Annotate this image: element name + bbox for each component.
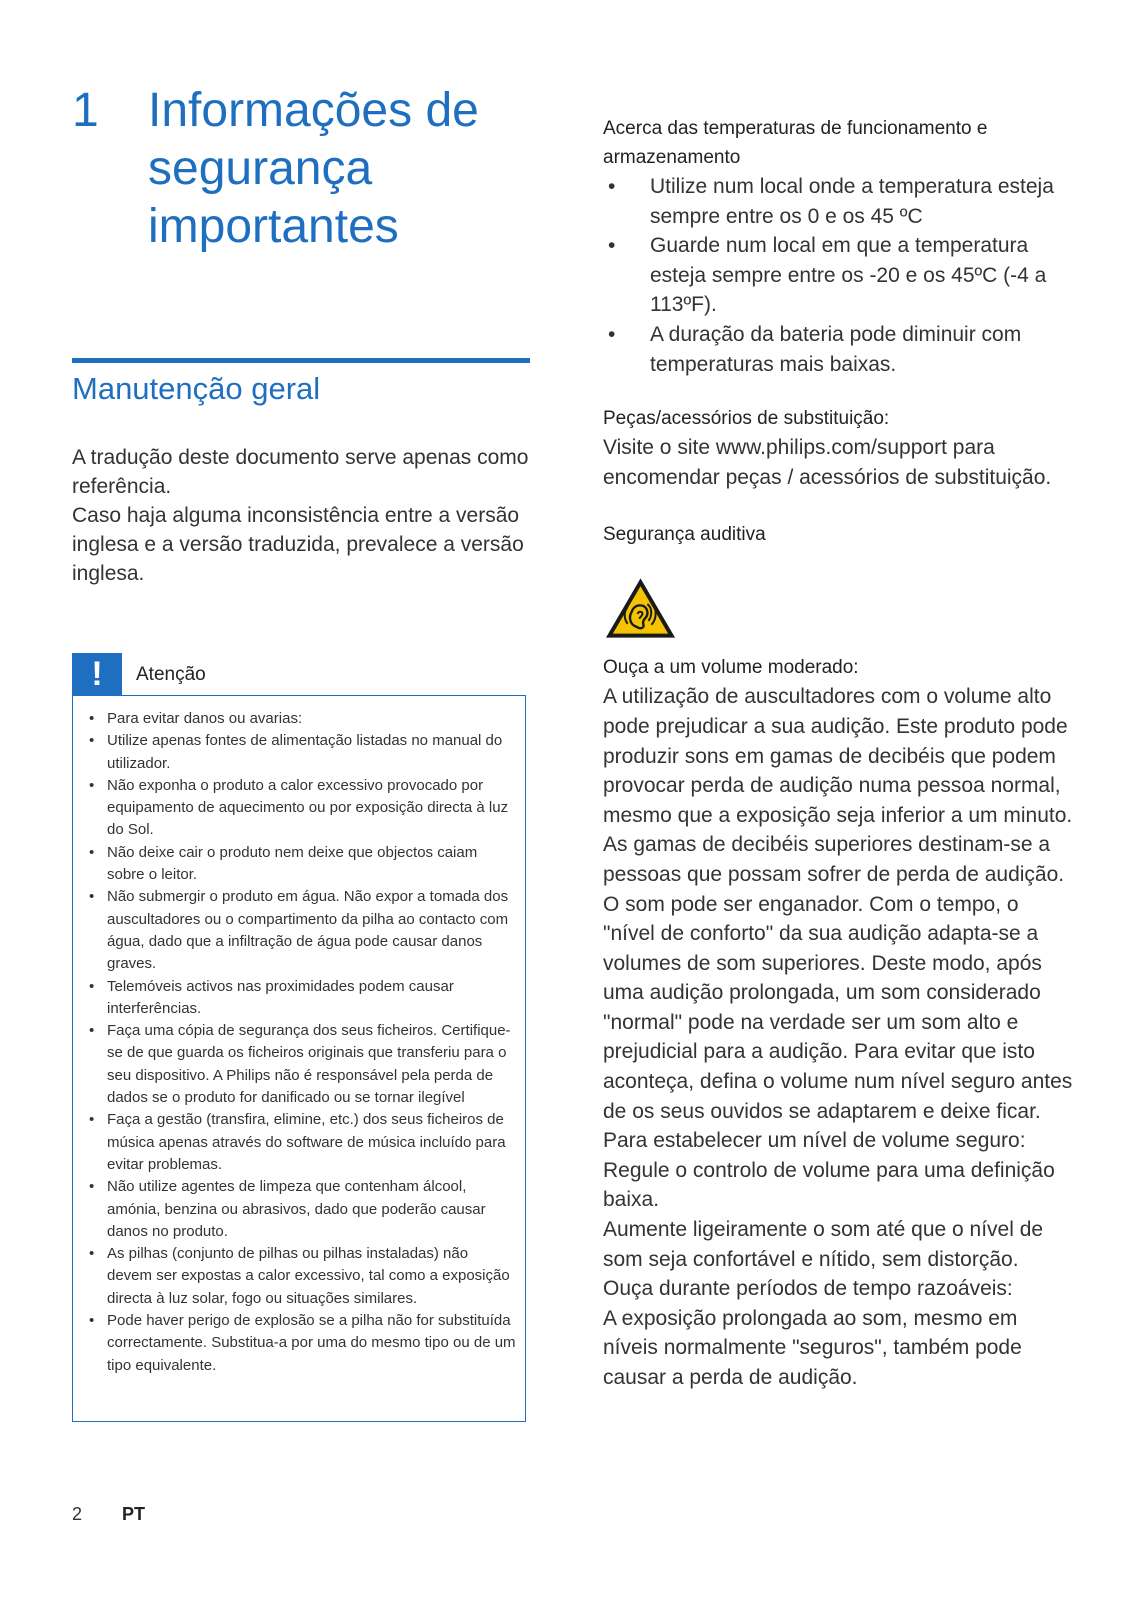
section-divider [72,358,530,363]
attention-item: • Faça a gestão (transfira, elimine, etc.) dos seus ficheiros de música apenas através do software de música incluído para evitar problemas. [85,1109,517,1176]
attention-item: • Utilize apenas fontes de alimentação listadas no manual do utilizador. [85,730,517,775]
page-number: 2 [72,1504,83,1524]
temperatures-heading: Acerca das temperaturas de funcionamento e armazenamento [603,118,988,168]
attention-item: • Não exponha o produto a calor excessivo provocado por equipamento de aquecimento ou por exposição directa à luz do Sol. [85,775,517,842]
hearing-subheading: Ouça a um volume moderado: [603,657,859,679]
hearing-paragraph: Para estabelecer um nível de volume seguro: [603,1129,1026,1153]
parts-heading: Peças/acessórios de substituição: [603,408,890,430]
section-title: Manutenção geral [72,371,321,406]
attention-item: • Telemóveis activos nas proximidades podem causar interferências. [85,976,517,1021]
hearing-paragraph: A utilização de auscultadores com o volume alto pode prejudicar a sua audição. Este produto pode produzir sons em gamas de decibéis que podem provocar perda de audição numa pessoa normal, mesmo que a exposição seja inferior a um minuto. As gamas de decibéis superiores destinam-se a pessoas que possam sofrer de perda de audição. [603,685,1073,886]
hearing-paragraph: Ouça durante períodos de tempo razoáveis: [603,1277,1013,1301]
attention-item: • Pode haver perigo de explosão se a pilha não for substituída correctamente. Substitua-a por uma do mesmo tipo ou de um tipo equivalente. [85,1310,517,1377]
section-paragraph: Caso haja alguma inconsistência entre a versão inglesa e a versão traduzida, prevalece a versão inglesa. [72,504,524,585]
temperature-item: • Guarde num local em que a temperatura esteja sempre entre os -20 e os 45ºC (-4 a 113ºF). [603,231,1073,320]
parts-text: Visite o site www.philips.com/support para encomendar peças / acessórios de substituição. [603,436,1052,489]
temperature-item: • A duração da bateria pode diminuir com temperaturas mais baixas. [603,320,1073,379]
hearing-paragraph: A exposição prolongada ao som, mesmo em níveis normalmente "seguros", também pode causar a perda de audição. [603,1306,1022,1389]
attention-item: • Para evitar danos ou avarias: [85,708,517,730]
exclamation-icon: ! [72,653,122,695]
hearing-paragraph: O som pode ser enganador. Com o tempo, o "nível de conforto" da sua audição adapta-se a volumes de som superiores. Deste modo, após uma audição prolongada, um som considerado "normal" pode na verdade ser um som alto e prejudicial para a audição. Para evitar que isto aconteça, defina o volume num nível seguro antes de os seus ouvidos se adaptarem e deixe ficar. [603,892,1073,1123]
attention-item: • Não utilize agentes de limpeza que contenham álcool, amónia, benzina ou abrasivos, dado que poderão causar danos no produto. [85,1176,517,1243]
attention-item: • Não submergir o produto em água. Não expor a tomada dos auscultadores ou o compartimento da pilha ao contacto com água, dado que a infiltração de água pode causar danos graves. [85,886,517,975]
hearing-paragraph: Aumente ligeiramente o som até que o nível de som seja confortável e nítido, sem distorção. [603,1218,1044,1271]
attention-label: Atenção [136,664,206,685]
temperatures-list [603,172,1073,379]
hearing-paragraph: Regule o controlo de volume para uma definição baixa. [603,1158,1055,1212]
language-code: PT [122,1504,146,1524]
attention-item: • Não deixe cair o produto nem deixe que objectos caiam sobre o leitor. [85,842,517,887]
attention-item: • As pilhas (conjunto de pilhas ou pilhas instaladas) não devem ser expostas a calor excessivo, tal como a exposição directa à luz solar, fogo ou situações similares. [85,1243,517,1310]
attention-header [72,653,530,695]
attention-box [72,695,526,1422]
right-column [603,114,1073,1393]
chapter-number: 1 [72,84,99,137]
temperature-item: • Utilize num local onde a temperatura esteja sempre entre os 0 e os 45 ºC [603,172,1073,231]
attention-list [73,696,525,1377]
hearing-warning-icon [603,575,678,641]
section-paragraph: A tradução deste documento serve apenas como referência. [72,446,529,498]
hearing-heading: Segurança auditiva [603,524,766,546]
chapter-title: Informações de segurança importantes [148,84,479,253]
section-body [72,443,542,588]
attention-item: • Faça uma cópia de segurança dos seus ficheiros. Certifique-se de que guarda os ficheiros originais que transferiu para o seu dispositivo. A Philips não é responsável pela perda de dados se o produto for danificado ou se tornar ilegível [85,1020,517,1109]
